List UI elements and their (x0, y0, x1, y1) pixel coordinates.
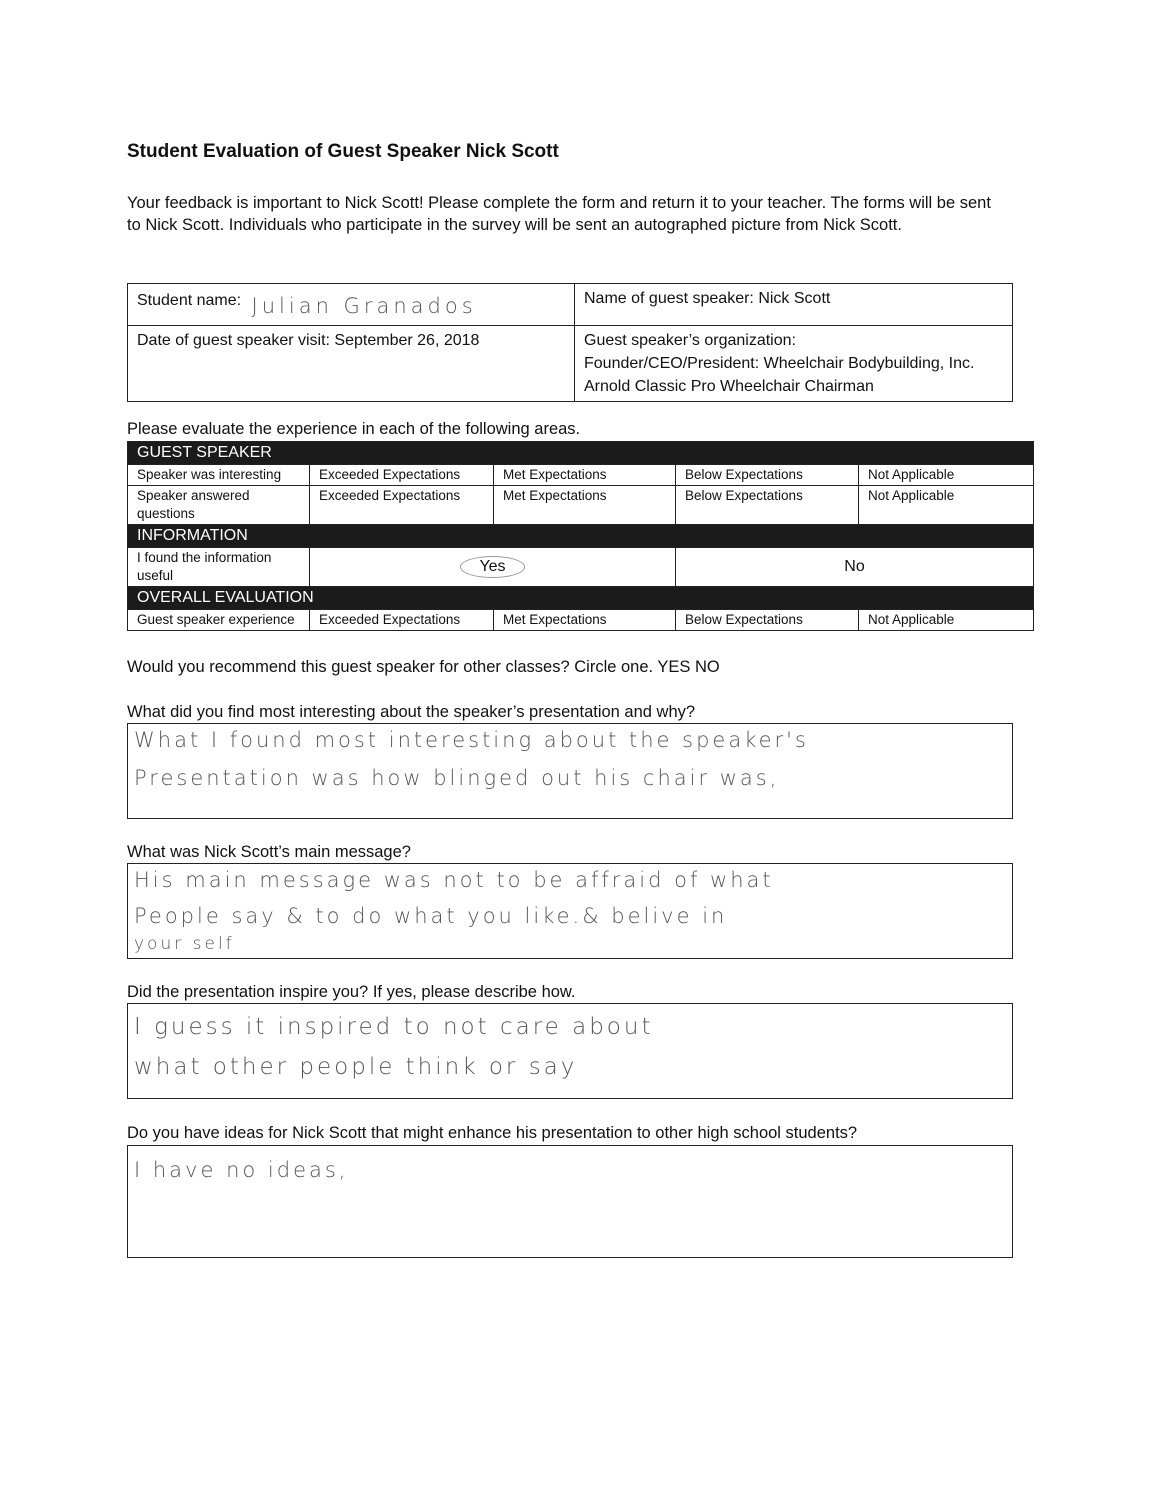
recommend-question: Would you recommend this guest speaker for other classes? Circle one. YES NO (127, 658, 720, 676)
row-label: Guest speaker experience (128, 610, 310, 631)
option-yes[interactable] (310, 548, 676, 587)
table-row (128, 465, 1034, 486)
table-row (128, 610, 1034, 631)
answer-line: Presentation was how blinged out his chair was, (134, 766, 780, 790)
guest-speaker-name: Name of guest speaker: Nick Scott (575, 284, 1013, 326)
answer-line: I guess it inspired to not care about (134, 1014, 654, 1040)
table-row (128, 486, 1034, 525)
question-ideas: Do you have ideas for Nick Scott that might enhance his presentation to other high school students? (127, 1124, 858, 1142)
answer-line: I have no ideas, (134, 1158, 349, 1182)
question-inspire: Did the presentation inspire you? If yes, please describe how. (127, 983, 576, 1001)
speaker-info-table (127, 283, 1013, 402)
answer-box-ideas[interactable] (127, 1145, 1013, 1258)
answer-box-main-message[interactable] (127, 863, 1013, 959)
table-row (128, 548, 1034, 587)
form-intro: Your feedback is important to Nick Scott! Please complete the form and return it to your teacher. The forms will be sent to Nick Scott. Individuals who participate in the survey will be sent an autographed picture from Nick Scott. (127, 194, 991, 234)
question-interesting: What did you find most interesting about the speaker’s presentation and why? (127, 703, 696, 721)
option-exceeded[interactable]: Exceeded Expectations (310, 486, 494, 525)
section-overall: OVERALL EVALUATION (128, 587, 1034, 610)
form-title: Student Evaluation of Guest Speaker Nick Scott (127, 141, 559, 162)
option-below[interactable]: Below Expectations (676, 610, 859, 631)
option-below[interactable]: Below Expectations (676, 486, 859, 525)
option-not-applicable[interactable]: Not Applicable (859, 486, 1034, 525)
option-exceeded[interactable]: Exceeded Expectations (310, 610, 494, 631)
guest-organization-cell (575, 326, 1013, 402)
org-line-2: Arnold Classic Pro Wheelchair Chairman (584, 378, 874, 395)
section-information: INFORMATION (128, 525, 1034, 548)
evaluation-table (127, 441, 1034, 631)
answer-line: your self (134, 934, 235, 954)
option-not-applicable[interactable]: Not Applicable (859, 610, 1034, 631)
row-label: Speaker answered questions (128, 486, 310, 525)
student-name-value[interactable]: Julian Granados (251, 294, 477, 318)
org-line-1: Founder/CEO/President: Wheelchair Bodybuilding, Inc. (584, 355, 975, 372)
option-met[interactable]: Met Expectations (494, 465, 676, 486)
row-label: I found the information useful (128, 548, 310, 587)
evaluation-lead: Please evaluate the experience in each of the following areas. (127, 420, 581, 438)
student-name-cell (128, 284, 575, 326)
answer-line: People say & to do what you like.& belive in (134, 904, 728, 928)
section-guest-speaker: GUEST SPEAKER (128, 442, 1034, 465)
answer-box-inspire[interactable] (127, 1003, 1013, 1099)
option-no[interactable]: No (676, 548, 1034, 587)
answer-line: His main message was not to be affraid of what (134, 868, 774, 892)
option-met[interactable]: Met Expectations (494, 486, 676, 525)
answer-line: what other people think or say (134, 1054, 578, 1080)
answer-line: What I found most interesting about the speaker's (134, 728, 809, 752)
org-label: Guest speaker’s organization: (584, 332, 796, 349)
student-name-label: Student name: (137, 292, 242, 309)
answer-box-interesting[interactable] (127, 723, 1013, 819)
option-not-applicable[interactable]: Not Applicable (859, 465, 1034, 486)
row-label: Speaker was interesting (128, 465, 310, 486)
yes-circled: Yes (460, 556, 524, 578)
question-main-message: What was Nick Scott’s main message? (127, 843, 411, 861)
visit-date: Date of guest speaker visit: September 26, 2018 (128, 326, 575, 402)
option-exceeded[interactable]: Exceeded Expectations (310, 465, 494, 486)
option-below[interactable]: Below Expectations (676, 465, 859, 486)
option-met[interactable]: Met Expectations (494, 610, 676, 631)
